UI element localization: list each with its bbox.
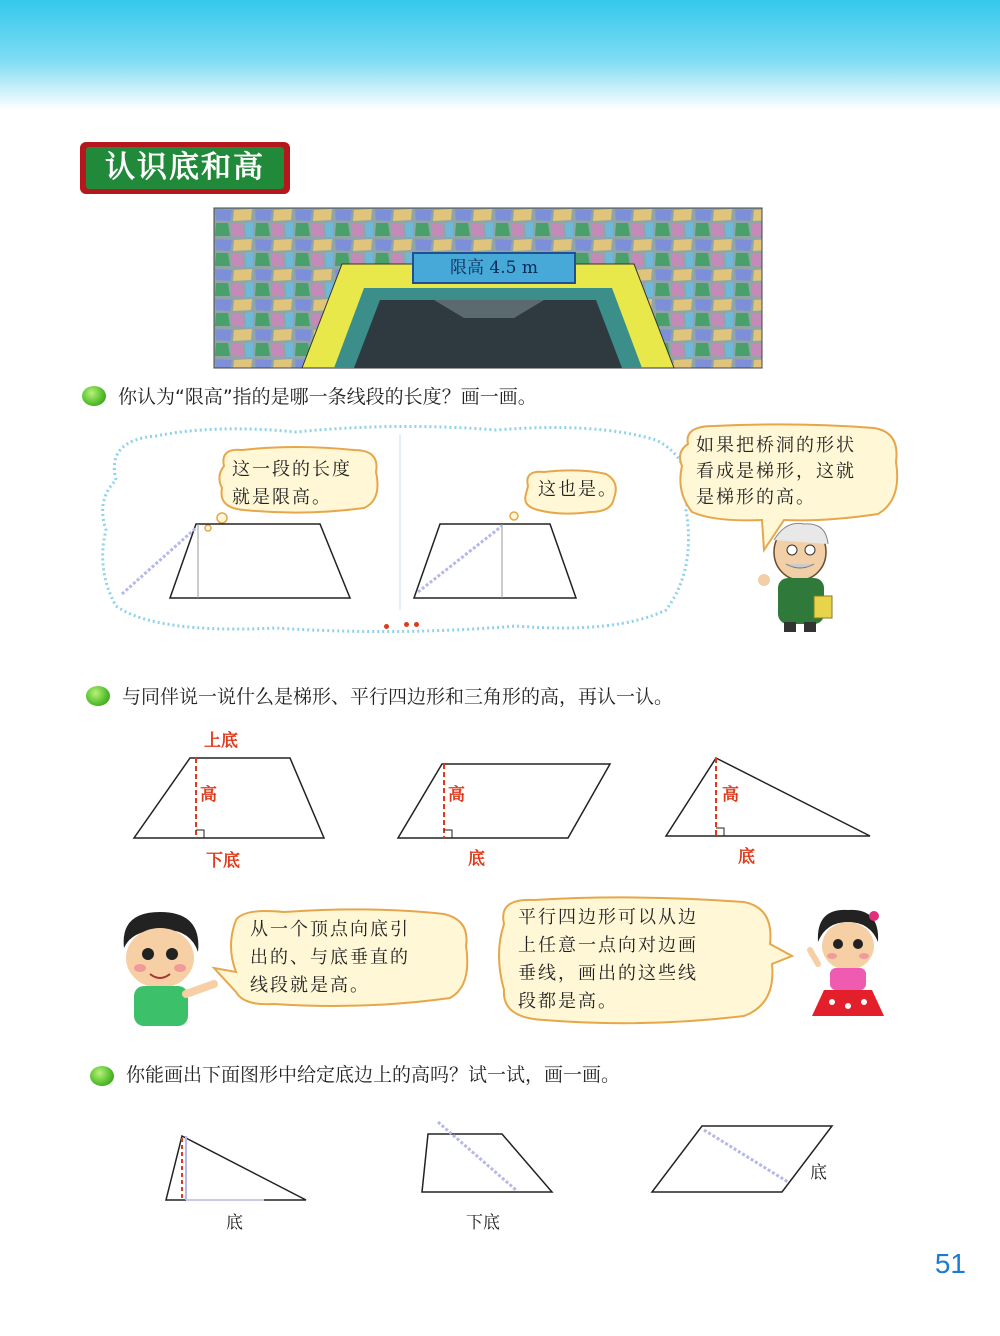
question-3: 你能画出下面图形中给定底边上的高吗？试一试，画一画。 — [126, 1064, 621, 1086]
bubble-girl-line-4: 段都是高。 — [518, 991, 618, 1012]
bubble-teacher-line-1: 如果把桥洞的形状 — [696, 435, 856, 456]
label-triangle-height: 高 — [722, 785, 739, 805]
section-title — [80, 142, 290, 194]
girl-character — [808, 906, 888, 1024]
label-lower-base: 下底 — [206, 851, 240, 871]
header-band — [0, 0, 1000, 110]
bridge-illustration — [214, 208, 762, 368]
section-title-text: 认识底和高 — [86, 147, 284, 189]
bubble-boy-line-2: 出的、与底垂直的 — [250, 947, 410, 968]
bullet-icon — [90, 1066, 114, 1086]
boy-character — [110, 908, 220, 1030]
bubble-teacher-line-2: 看成是梯形，这就 — [696, 461, 856, 482]
bubble-teacher-line-3: 是梯形的高。 — [696, 487, 816, 508]
exercise-parallelogram — [650, 1122, 834, 1194]
ellipsis-dot — [414, 622, 419, 627]
exercise-trapezoid — [420, 1120, 554, 1194]
question-1: 你认为“限高”指的是哪一条线段的长度？画一画。 — [118, 386, 537, 408]
bubble-girl-line-1: 平行四边形可以从边 — [518, 907, 698, 928]
exercise-triangle — [164, 1134, 308, 1204]
bubble-girl-line-2: 上任意一点向对边画 — [518, 935, 698, 956]
figure-parallelogram — [396, 762, 616, 842]
bullet-icon — [86, 686, 110, 706]
label-trapezoid-height: 高 — [200, 785, 217, 805]
question-2: 与同伴说一说什么是梯形、平行四边形和三角形的高，再认一认。 — [122, 686, 674, 708]
bubble-boy-line-3: 线段就是高。 — [250, 975, 370, 996]
bridge-trapezoid-2 — [410, 520, 580, 604]
exercise-trapezoid-base-label: 下底 — [466, 1213, 500, 1233]
page-number: 51 — [934, 1248, 966, 1279]
bubble-left-line-2: 就是限高。 — [232, 487, 332, 508]
label-parallelogram-height: 高 — [448, 785, 465, 805]
bubble-boy-line-1: 从一个顶点向底引 — [250, 919, 410, 940]
label-triangle-base: 底 — [738, 847, 755, 867]
exercise-triangle-base-label: 底 — [226, 1213, 243, 1233]
exercise-parallelogram-base-label: 底 — [810, 1163, 827, 1183]
bridge-trapezoid-1 — [110, 520, 360, 604]
bubble-right-text: 这也是。 — [538, 479, 618, 500]
bullet-icon — [82, 386, 106, 406]
bubble-girl-line-3: 垂线，画出的这些线 — [518, 963, 698, 984]
bubble-left-line-1: 这一段的长度 — [232, 459, 352, 480]
figure-triangle — [664, 756, 874, 838]
height-limit-sign: 限高 4.5 m — [412, 252, 576, 284]
label-upper-base: 上底 — [204, 731, 238, 751]
figure-trapezoid — [130, 756, 330, 842]
label-parallelogram-base: 底 — [468, 849, 485, 869]
ellipsis-dot — [384, 624, 389, 629]
teacher-character — [756, 520, 846, 632]
ellipsis-dot — [404, 622, 409, 627]
